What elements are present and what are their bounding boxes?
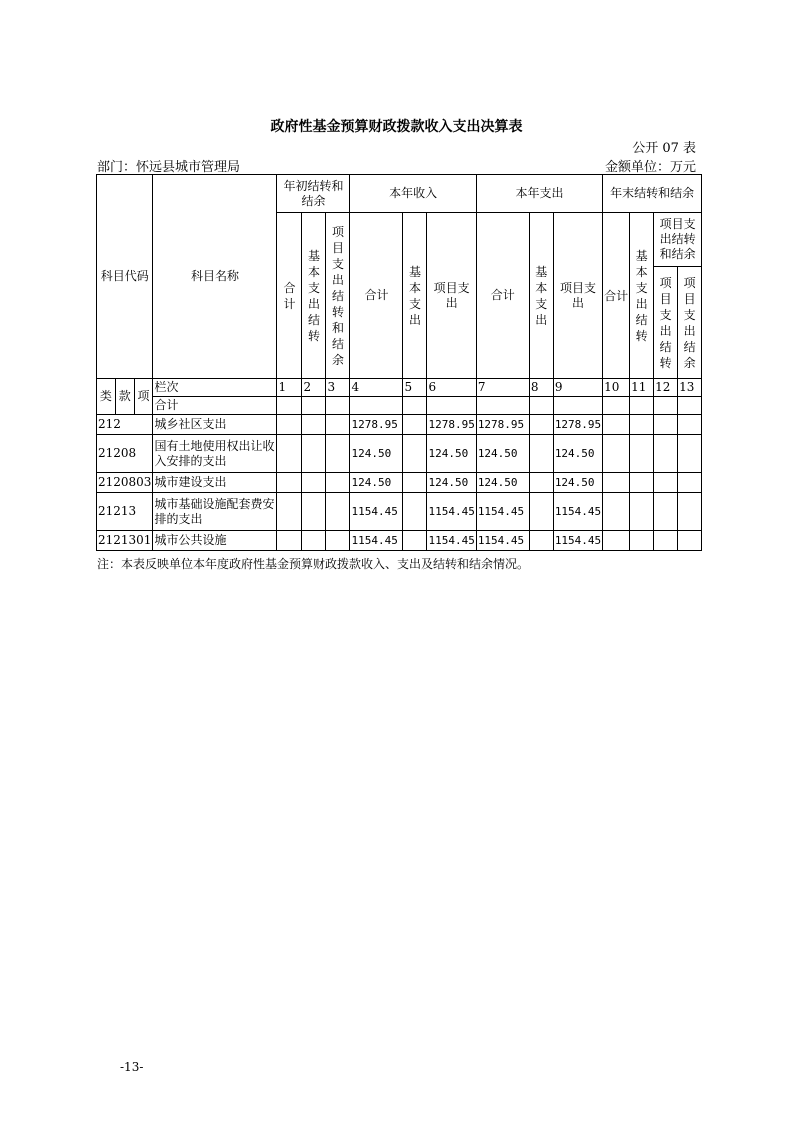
table-row	[97, 493, 702, 531]
table-row	[97, 435, 702, 473]
row-expense-total: 1154.45	[476, 493, 529, 531]
row-expense-total: 1278.95	[476, 415, 529, 435]
header-expense: 本年支出	[476, 175, 602, 213]
table-note: 注：本表反映单位本年度政府性基金预算财政拨款收入、支出及结转和结余情况。	[97, 557, 530, 571]
unit-label: 金额单位：万元	[604, 160, 696, 175]
header-end-project: 项目支出结转和结余	[654, 213, 702, 267]
row-expense-project: 1154.45	[553, 531, 602, 551]
row-expense-total: 124.50	[476, 473, 529, 493]
header-income-basic: 基本支出	[403, 213, 427, 379]
row-income-project: 124.50	[427, 473, 476, 493]
col-number: 4	[350, 379, 403, 397]
row-income-total: 124.50	[350, 473, 403, 493]
header-kuan: 款	[115, 379, 134, 415]
header-expense-project: 项目支出	[553, 213, 602, 379]
header-expense-total: 合计	[476, 213, 529, 379]
col-number: 11	[630, 379, 654, 397]
header-end-project-surplus: 项目支出结余	[678, 267, 702, 379]
header-begin-total: 合计	[277, 213, 302, 379]
table-row	[97, 473, 702, 493]
header-income-total: 合计	[350, 213, 403, 379]
header-end-total: 合计	[603, 213, 630, 379]
row-income-total: 1154.45	[350, 531, 403, 551]
col-number: 3	[326, 379, 350, 397]
row-expense-total: 124.50	[476, 435, 529, 473]
header-end: 年末结转和结余	[603, 175, 702, 213]
col-number: 13	[678, 379, 702, 397]
department-label: 部门：怀远县城市管理局	[97, 160, 241, 175]
page-title: 政府性基金预算财政拨款收入支出决算表	[270, 119, 523, 135]
row-income-project: 1154.45	[427, 531, 476, 551]
row-income-total: 1154.45	[350, 493, 403, 531]
row-code: 212	[97, 415, 153, 435]
row-name: 国有土地使用权出让收入安排的支出	[153, 435, 277, 473]
row-expense-total: 1154.45	[476, 531, 529, 551]
header-expense-basic: 基本支出	[529, 213, 553, 379]
row-name: 城市基础设施配套费安排的支出	[153, 493, 277, 531]
header-name: 科目名称	[153, 175, 277, 379]
row-name: 城乡社区支出	[153, 415, 277, 435]
row-code: 21208	[97, 435, 153, 473]
col-number: 5	[403, 379, 427, 397]
col-number: 8	[529, 379, 553, 397]
row-expense-project: 124.50	[553, 473, 602, 493]
col-number: 9	[553, 379, 602, 397]
header-lei: 类	[97, 379, 116, 415]
col-number: 10	[603, 379, 630, 397]
table-number: 公开 07 表	[632, 141, 696, 156]
header-income: 本年收入	[350, 175, 476, 213]
row-code: 2121301	[97, 531, 153, 551]
row-expense-project: 1278.95	[553, 415, 602, 435]
row-income-total: 1278.95	[350, 415, 403, 435]
row-expense-project: 1154.45	[553, 493, 602, 531]
table-row	[97, 531, 702, 551]
col-number: 2	[302, 379, 326, 397]
col-number: 7	[476, 379, 529, 397]
row-expense-project: 124.50	[553, 435, 602, 473]
header-income-project: 项目支出	[427, 213, 476, 379]
row-name: 城市建设支出	[153, 473, 277, 493]
header-code: 科目代码	[97, 175, 153, 379]
header-xiang: 项	[134, 379, 153, 415]
row-code: 21213	[97, 493, 153, 531]
col-label: 栏次	[153, 379, 277, 397]
header-end-project-carry: 项目支出结转	[654, 267, 678, 379]
page-number: -13-	[120, 1060, 144, 1074]
col-number: 12	[654, 379, 678, 397]
total-row-label: 合计	[153, 397, 277, 415]
col-number: 1	[277, 379, 302, 397]
row-income-project: 124.50	[427, 435, 476, 473]
row-name: 城市公共设施	[153, 531, 277, 551]
header-begin-project: 项目支出结转和结余	[326, 213, 350, 379]
budget-table	[96, 174, 702, 551]
header-end-basic: 基本支出结转	[630, 213, 654, 379]
row-income-project: 1154.45	[427, 493, 476, 531]
header-begin-basic: 基本支出结转	[302, 213, 326, 379]
header-begin: 年初结转和结余	[277, 175, 350, 213]
row-code: 2120803	[97, 473, 153, 493]
row-income-project: 1278.95	[427, 415, 476, 435]
col-number: 6	[427, 379, 476, 397]
table-row	[97, 415, 702, 435]
row-income-total: 124.50	[350, 435, 403, 473]
